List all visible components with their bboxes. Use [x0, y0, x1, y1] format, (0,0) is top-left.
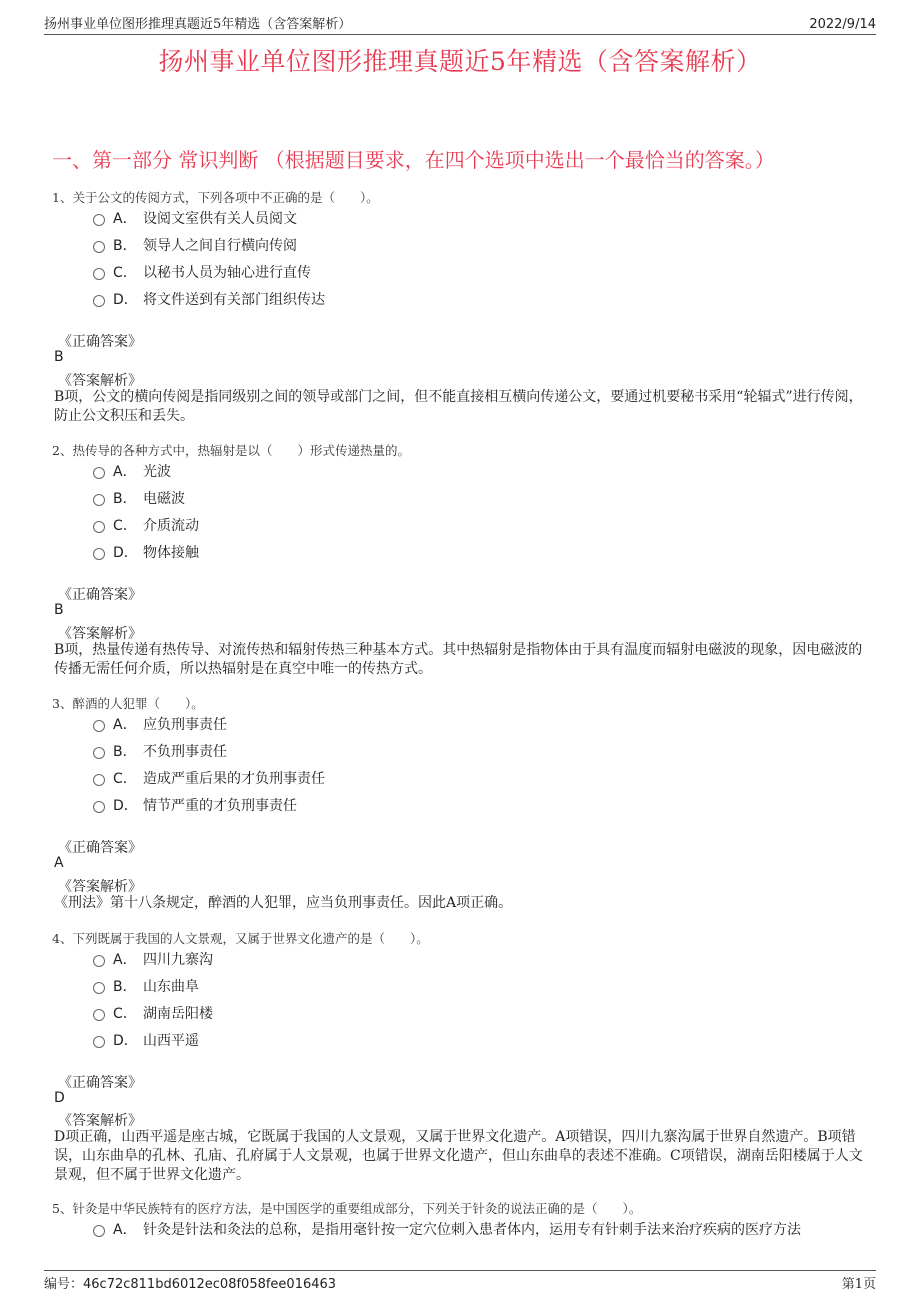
- option-c[interactable]: C． 介质流动: [93, 515, 199, 535]
- explanation-label: 《答案解析》: [58, 879, 142, 895]
- option-text: 四川九寨沟: [143, 952, 213, 968]
- radio-icon[interactable]: [93, 241, 105, 253]
- page-header: [44, 12, 876, 35]
- radio-icon[interactable]: [93, 955, 105, 967]
- option-text: 将文件送到有关部门组织传达: [143, 292, 325, 308]
- option-text: 山东曲阜: [143, 979, 199, 995]
- option-d[interactable]: D． 物体接触: [93, 542, 199, 562]
- document-code: 编号：46c72c811bd6012ec08f058fee016463: [44, 1276, 337, 1292]
- answer-label: 《正确答案》: [58, 334, 142, 350]
- option-text: 光波: [143, 464, 171, 480]
- section-title: 一、第一部分 常识判断 （根据题目要求，在四个选项中选出一个最恰当的答案。）: [52, 148, 775, 172]
- page-footer: [44, 1270, 876, 1293]
- explanation-label: 《答案解析》: [58, 373, 142, 389]
- answer-label: 《正确答案》: [58, 587, 142, 603]
- option-c[interactable]: C． 以秘书人员为轴心进行直传: [93, 262, 311, 282]
- answer-label: 《正确答案》: [58, 840, 142, 856]
- option-a[interactable]: A． 四川九寨沟: [93, 949, 213, 969]
- question-stem: 3、醉酒的人犯罪（ ）。: [52, 696, 204, 711]
- radio-icon[interactable]: [93, 521, 105, 533]
- option-text: 介质流动: [143, 518, 199, 534]
- explanation-text: B项，热量传递有热传导、对流传热和辐射传热三种基本方式。其中热辐射是指物体由于具有温度而辐射电磁波的现象，因电磁波的传播无需任何介质，所以热辐射是在真空中唯一的传热方式。: [54, 642, 863, 677]
- radio-icon[interactable]: [93, 801, 105, 813]
- option-a[interactable]: A． 针灸是针法和灸法的总称，是指用毫针按一定穴位刺入患者体内，运用专有针刺手法来治疗疾病的医疗方法: [93, 1219, 801, 1239]
- option-text: 物体接触: [143, 545, 199, 561]
- radio-icon[interactable]: [93, 467, 105, 479]
- page-number: 第1页: [841, 1276, 876, 1292]
- radio-icon[interactable]: [93, 268, 105, 280]
- explanation-text: 《刑法》第十八条规定，醉酒的人犯罪，应当负刑事责任。因此A项正确。: [54, 895, 513, 911]
- option-b[interactable]: B． 领导人之间自行横向传阅: [93, 235, 297, 255]
- radio-icon[interactable]: [93, 720, 105, 732]
- option-b[interactable]: B． 山东曲阜: [93, 976, 199, 996]
- question-stem: 5、针灸是中华民族特有的医疗方法，是中国医学的重要组成部分，下列关于针灸的说法正确的是（ ）。: [52, 1201, 642, 1216]
- explanation-label: 《答案解析》: [58, 626, 142, 642]
- header-doc-title: 扬州事业单位图形推理真题近5年精选（含答案解析）: [44, 17, 352, 32]
- option-text: 以秘书人员为轴心进行直传: [143, 265, 311, 281]
- option-b[interactable]: B． 电磁波: [93, 488, 185, 508]
- option-c[interactable]: C． 造成严重后果的才负刑事责任: [93, 768, 325, 788]
- radio-icon[interactable]: [93, 747, 105, 759]
- option-text: 领导人之间自行横向传阅: [143, 238, 297, 254]
- option-text: 电磁波: [143, 491, 185, 507]
- question-stem: 4、下列既属于我国的人文景观，又属于世界文化遗产的是（ ）。: [52, 931, 429, 946]
- option-text: 情节严重的才负刑事责任: [143, 798, 297, 814]
- radio-icon[interactable]: [93, 982, 105, 994]
- radio-icon[interactable]: [93, 1036, 105, 1048]
- option-text: 不负刑事责任: [143, 744, 227, 760]
- explanation-text: B项，公文的横向传阅是指同级别之间的领导或部门之间，但不能直接相互横向传递公文，要通过机要秘书采用“轮辐式”进行传阅，防止公文积压和丢失。: [54, 389, 863, 424]
- option-a[interactable]: A． 应负刑事责任: [93, 714, 227, 734]
- option-b[interactable]: B． 不负刑事责任: [93, 741, 227, 761]
- option-c[interactable]: C． 湖南岳阳楼: [93, 1003, 213, 1023]
- option-d[interactable]: D． 情节严重的才负刑事责任: [93, 795, 297, 815]
- radio-icon[interactable]: [93, 295, 105, 307]
- option-text: 湖南岳阳楼: [143, 1006, 213, 1022]
- header-date: 2022/9/14: [809, 17, 876, 32]
- option-a[interactable]: A． 设阅文室供有关人员阅文: [93, 208, 297, 228]
- answer-value: B: [54, 602, 64, 618]
- option-a[interactable]: A． 光波: [93, 461, 171, 481]
- option-d[interactable]: D． 将文件送到有关部门组织传达: [93, 289, 325, 309]
- radio-icon[interactable]: [93, 548, 105, 560]
- explanation-label: 《答案解析》: [58, 1113, 142, 1129]
- radio-icon[interactable]: [93, 1009, 105, 1021]
- answer-value: B: [54, 349, 64, 365]
- option-text: 设阅文室供有关人员阅文: [143, 211, 297, 227]
- explanation-text: D项正确，山西平遥是座古城，它既属于我国的人文景观，又属于世界文化遗产。A项错误，四川九寨沟属于世界自然遗产。B项错误，山东曲阜的孔林、孔庙、孔府属于人文景观，也属于世界文化遗产，但山东曲阜的表述不准确。C项错误，湖南岳阳楼属于人文景观，但不属于世界文化遗产。: [54, 1129, 863, 1183]
- answer-value: D: [54, 1090, 65, 1106]
- option-d[interactable]: D． 山西平遥: [93, 1030, 199, 1050]
- option-text: 针灸是针法和灸法的总称，是指用毫针按一定穴位刺入患者体内，运用专有针刺手法来治疗疾病的医疗方法: [143, 1222, 801, 1238]
- document-title: 扬州事业单位图形推理真题近5年精选（含答案解析）: [158, 47, 762, 76]
- radio-icon[interactable]: [93, 774, 105, 786]
- answer-value: A: [54, 855, 64, 871]
- option-text: 应负刑事责任: [143, 717, 227, 733]
- radio-icon[interactable]: [93, 214, 105, 226]
- answer-label: 《正确答案》: [58, 1075, 142, 1091]
- option-text: 山西平遥: [143, 1033, 199, 1049]
- radio-icon[interactable]: [93, 1225, 105, 1237]
- option-text: 造成严重后果的才负刑事责任: [143, 771, 325, 787]
- question-stem: 2、热传导的各种方式中，热辐射是以（ ）形式传递热量的。: [52, 443, 410, 458]
- question-stem: 1、关于公文的传阅方式，下列各项中不正确的是（ ）。: [52, 190, 379, 205]
- radio-icon[interactable]: [93, 494, 105, 506]
